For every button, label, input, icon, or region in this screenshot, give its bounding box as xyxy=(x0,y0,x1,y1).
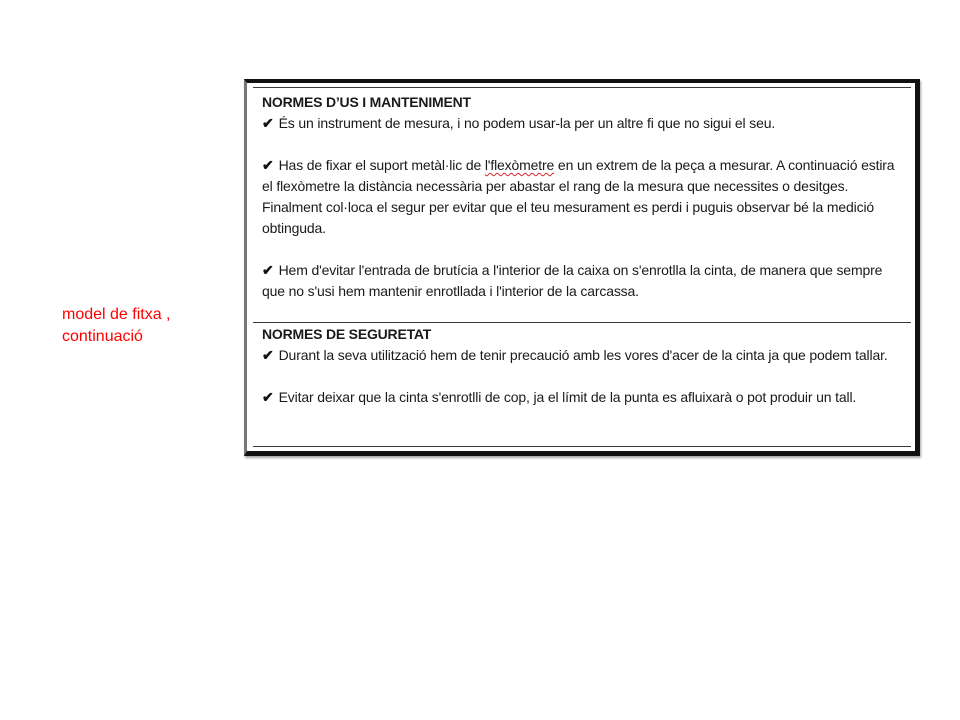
rules-card xyxy=(244,79,920,456)
bullet-text-continued: en un extrem de la peça a mesurar. A continuació estira el flexòmetre la distància necessària per abastar el rang de la mesura que necessites o desitges. Finalment col·loca el segur per evitar que el teu mesurament es perdi i puguis observar bé la medició obtinguda. xyxy=(262,157,895,236)
usage-maintenance-section xyxy=(253,88,911,321)
bullet-text: Evitar deixar que la cinta s'enrotlli de cop, ja el límit de la punta es afluixarà o pot produir un tall. xyxy=(278,389,857,405)
check-icon: ✔ xyxy=(262,262,274,278)
bullet-text: Hem d'evitar l'entrada de brutícia a l'interior de la caixa on s'enrotlla la cinta, de manera que sempre que no s'usi hem mantenir enrotllada i l'interior de la carcassa. xyxy=(262,262,883,299)
bullet-text: Has de fixar el suport metàl·lic de xyxy=(278,157,485,173)
bullet-text: És un instrument de mesura, i no podem usar-la per un altre fi que no sigui el seu. xyxy=(278,115,776,131)
list-item xyxy=(262,155,901,239)
bullet-text: Durant la seva utilització hem de tenir precaució amb les vores d'acer de la cinta ja que podem tallar. xyxy=(278,347,888,363)
section-title-usage: NORMES D’US I MANTENIMENT xyxy=(262,94,471,110)
rules-table xyxy=(253,87,911,447)
list-item xyxy=(262,387,901,408)
list-item xyxy=(262,113,901,134)
caption-line-1: model de fitxa , xyxy=(62,306,171,323)
caption-line-2: continuació xyxy=(62,328,143,345)
list-item xyxy=(262,260,901,302)
check-icon: ✔ xyxy=(262,347,274,363)
safety-section xyxy=(253,322,911,446)
list-item xyxy=(262,345,901,366)
section-title-safety: NORMES DE SEGURETAT xyxy=(262,326,432,342)
spellcheck-flagged-word: l'flexòmetre xyxy=(484,157,555,173)
check-icon: ✔ xyxy=(262,115,274,131)
check-icon: ✔ xyxy=(262,389,274,405)
check-icon: ✔ xyxy=(262,157,274,173)
slide-caption xyxy=(62,304,232,348)
